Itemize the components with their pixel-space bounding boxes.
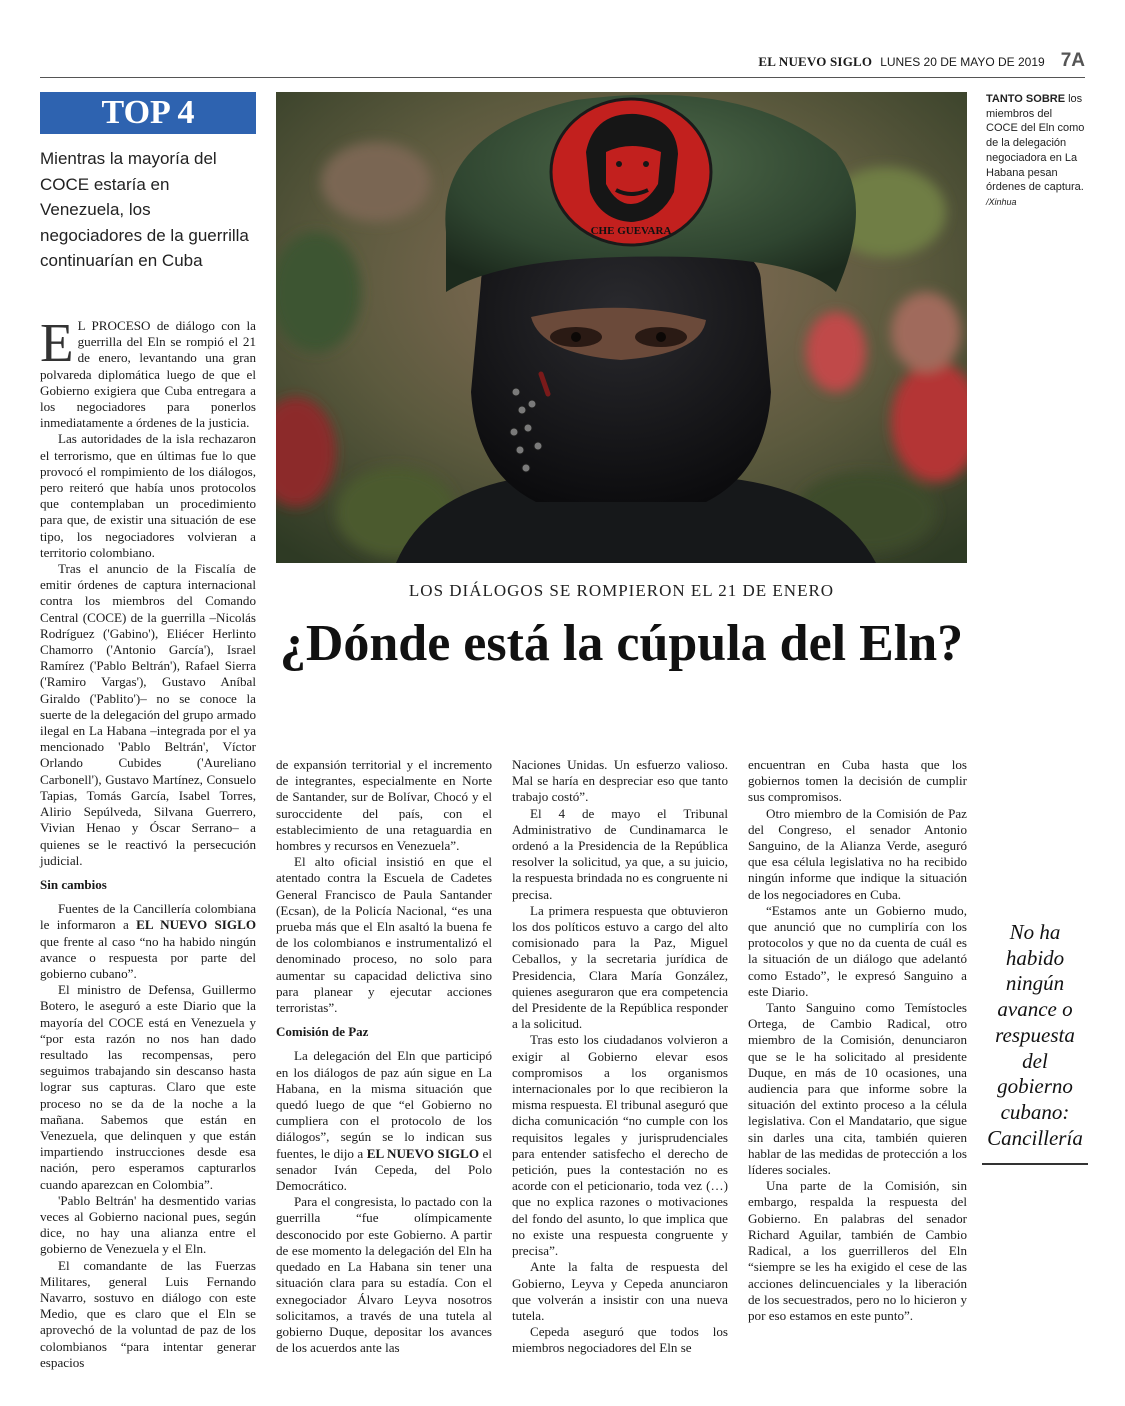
article-paragraph: 'Pablo Beltrán' ha desmentido varias veces al Gobierno nacional pues, según dice, no hay una alianza entre el gobierno de Venezuela y el Eln. [40, 1192, 256, 1257]
caption-text: los miembros del COCE del Eln como de la delegación negociadora en La Habana pesan órdenes de captura. [986, 93, 1085, 194]
article-paragraph: Naciones Unidas. Un esfuerzo valioso. Mal se haría en despreciar eso que tanto trabajo costó”. [512, 757, 728, 805]
article-paragraph: El comandante de las Fuerzas Militares, general Luis Fernando Navarro, sostuvo en diálogo con este Medio, que es claro que el Eln se aprovechó de la voluntad de paz de los colombianos “para intentar generar espacios [40, 1257, 256, 1370]
photo-credit: /Xinhua [986, 196, 1017, 207]
article-paragraph: El 4 de mayo el Tribunal Administrativo de Cundinamarca le ordenó a la Presidencia de la República resolver la solicitud, ya que, a su juicio, la respuesta brindada no es congruente ni precisa. [512, 805, 728, 902]
page-number: 7A [1060, 50, 1085, 71]
article-paragraph: Ante la falta de respuesta del Gobierno, Leyva y Cepeda anunciaron que volverán a insistir con una nueva tutela. [512, 1259, 728, 1323]
article-paragraph: Tras esto los ciudadanos volvieron a exigir al Gobierno elevar esos compromisos a los organismos internacionales por lo que recibieron la misma respuesta. El tribunal aseguró que dicha comunicación “no cumple con los requisitos legales y jurisprudenciales para entender satisfecho el derecho de petición, pues la contestación no es acorde con el peticionario, toda vez (…) que no explica razones o motivaciones del fondo del asunto, lo que implica que no existe una respuesta congruente y precisa”. [512, 1032, 728, 1259]
header-date: LUNES 20 DE MAYO DE 2019 [880, 55, 1045, 69]
paragraph-text: Fuentes de la Cancillería colombiana le informaron a [40, 901, 256, 933]
page-header [40, 50, 1085, 78]
beret-patch-text: CHE GUEVARA [590, 225, 672, 237]
article-paragraph: El alto oficial insistió en que el atentado contra la Escuela de Cadetes General Francisco de Paula Santander (Ecsan), de la Policía Nacional, “es una prueba más que el Eln asaltó la buena fe de los colombianos e instrumentalizó el denominado proceso, no solo para aumentar su capacidad delictiva sino para planear y ejecutar acciones terroristas”. [276, 854, 492, 1016]
headline: ¿Dónde está la cúpula del Eln? [279, 615, 964, 672]
article-column-4 [748, 757, 967, 1324]
article-paragraph: Otro miembro de la Comisión de Paz del Congreso, el senador Antonio Sanguino, de la Alianza Verde, aseguró que esa célula legislativa no ha recibido ningún informe que indique la situación de los negociadores en Cuba. [748, 805, 967, 902]
article-paragraph: Tanto Sanguino como Temístocles Ortega, de Cambio Radical, otro miembro de la Comisión, denunciaron que se le ha solicitado al presidente Duque, en más de 10 ocasiones, una audiencia para que informe sobre la situación del extinto proceso a la célula legislativa. Con el Mandatario, que sigue sin darles una cita, también quieren hablar de las medidas de protección a los líderes sociales. [748, 1000, 967, 1178]
article-column-1 [40, 312, 257, 1371]
subhead: Mientras la mayoría del COCE estaría en Venezuela, los negociadores de la guerrilla continuarían en Cuba [40, 149, 249, 270]
drop-cap: E [40, 312, 74, 373]
section-badge: TOP 4 [40, 92, 256, 134]
paragraph-text: el senador Iván Cepeda, del Polo Democrático. [276, 1145, 493, 1194]
paragraph-text: L PROCESO de diálogo con la guerrilla del Eln se rompió el 21 de enero, levantando una gran polvareda diplomática luego de que el Gobierno exigiera que Cuba entregara a los negociadores para ponerlos inmediatamente a órdenes de la justicia. [40, 318, 256, 431]
newspaper-name-inline: EL NUEVO SIGLO [366, 1145, 480, 1161]
kicker: LOS DIÁLOGOS SE ROMPIERON EL 21 DE ENERO [408, 581, 835, 600]
section-subheading: Sin cambios [40, 876, 107, 892]
article-paragraph: El ministro de Defensa, Guillermo Botero, le aseguró a este Diario que la mayoría del COCE está en Venezuela y “por esta razón no nos han dado resultado las recompensas, pero seguimos trabajando sin descanso hasta lograr sus capturas. Claro que este proceso no se da de la noche a la mañana. Sabemos que están en Venezuela, que delinquen y que están impartiendo instrucciones desde esa nación, pero esperamos capturarlos cuando aparezcan en Colombia”. [40, 982, 256, 1192]
article-paragraph: “Estamos ante un Gobierno mudo, que anunció que no cumpliría con los protocolos y que no da cuenta de cuál es la situación de un diálogo que adelantó como Estado”, le expresó Sanguino a este Diario. [748, 902, 967, 999]
lead-photo [276, 92, 967, 563]
article-paragraph: Tras el anuncio de la Fiscalía de emitir órdenes de captura internacional contra los miembros del Comando Central (COCE) de la guerrilla –Nicolás Rodríguez ('Gabino'), Eliécer Herlinto Chamorro ('Antonio García'), Israel Ramírez ('Pablo Beltrán'), Rafael Sierra ('Ramiro Vargas'), Gustavo Aníbal Giraldo ('Pablito')– no se conoce la suerte de la delegación del grupo armado ilegal en La Habana –integrada por el ya mencionado 'Pablo Beltrán', Víctor Orlando Cubides ('Aureliano Carbonell'), Gustavo Martínez, Consuelo Tapias, Tomás García, Isabel Torres, Alirio Sepúlveda, Silvana Guerrero, Vivian Henao y Óscar Serrano– a quienes se le reactivó la persecución judicial. [40, 561, 256, 868]
article-paragraph [276, 1048, 492, 1194]
article-paragraph: Una parte de la Comisión, sin embargo, respalda la respuesta del Gobierno. En palabras del senador Richard Aguilar, también de Cambio Radical, a los guerrilleros del Eln “siempre se les ha exigido el cese de las acciones delincuenciales y la liberación de los secuestrados, pero no lo hicieron y por eso estamos en este punto”. [748, 1178, 967, 1323]
article-paragraph [40, 901, 256, 982]
article-paragraph: Para el congresista, lo pactado con la guerrilla “fue olímpicamente desconocido por este Gobierno. A partir de ese momento la delegación del Eln ha quedado en La Habana sin tener una situación clara para su estadía. Con el exnegociador Álvaro Leyva nosotros solicitamos, a través de una tutela al gobierno Duque, depositar los avances de los acuerdos ante las [276, 1194, 492, 1356]
masked-guerrilla-photo [276, 92, 967, 563]
article-paragraph: encuentran en Cuba hasta que los gobiernos tomen la decisión de cumplir sus compromisos. [748, 757, 967, 805]
paragraph-text: que frente al caso “no ha habido ningún avance o respuesta por parte del gobierno cubano”. [40, 933, 256, 981]
newspaper-name-inline: EL NUEVO SIGLO [136, 917, 257, 933]
article-paragraph: de expansión territorial y el incremento de integrantes, especialmente en Norte de Santander, sur de Bolívar, Chocó y el suroccidente del país, con el establecimiento de una retaguardia en hombres y recursos en Venezuela”. [276, 757, 492, 854]
header-right [758, 50, 1085, 72]
caption-lead: TANTO SOBRE [986, 93, 1066, 105]
article-paragraph: Las autoridades de la isla rechazaron el terrorismo, que en últimas fue lo que provocó el rompimiento de los diálogos, pero reiteró que había unos protocolos que contemplaban un procedimiento para que, de existir una situación de ese tipo, los negociadores volvieran a territorio colombiano. [40, 431, 256, 560]
article-paragraph [40, 312, 256, 431]
article-paragraph: Cepeda aseguró que todos los miembros negociadores del Eln se [512, 1324, 728, 1356]
article-paragraph: La primera respuesta que obtuvieron los dos políticos estuvo a cargo del alto comisionado para la Paz, Miguel Ceballos, y la secretaria jurídica de Presidencia, Clara María González, quienes aseguraron que era competencia del Presidente de la República responder a la solicitud. [512, 902, 728, 1032]
pull-quote: No ha habido ningún avance o respuesta del gobierno cubano: Cancillería [987, 920, 1083, 1150]
pull-quote-rule [982, 1163, 1088, 1165]
newspaper-name: EL NUEVO SIGLO [758, 54, 873, 69]
article-column-2 [276, 757, 492, 1356]
section-subheading: Comisión de Paz [276, 1024, 369, 1040]
paragraph-text: La delegación del Eln que participó en los diálogos de paz aún sigue en La Habana, en la misma situación que quedó luego de que “el Gobierno no cumpliera con el protocolo de los diálogos”, según se lo indican sus fuentes, le dijo a [276, 1048, 492, 1161]
photo-caption [986, 92, 1086, 210]
article-column-3 [512, 757, 728, 1357]
